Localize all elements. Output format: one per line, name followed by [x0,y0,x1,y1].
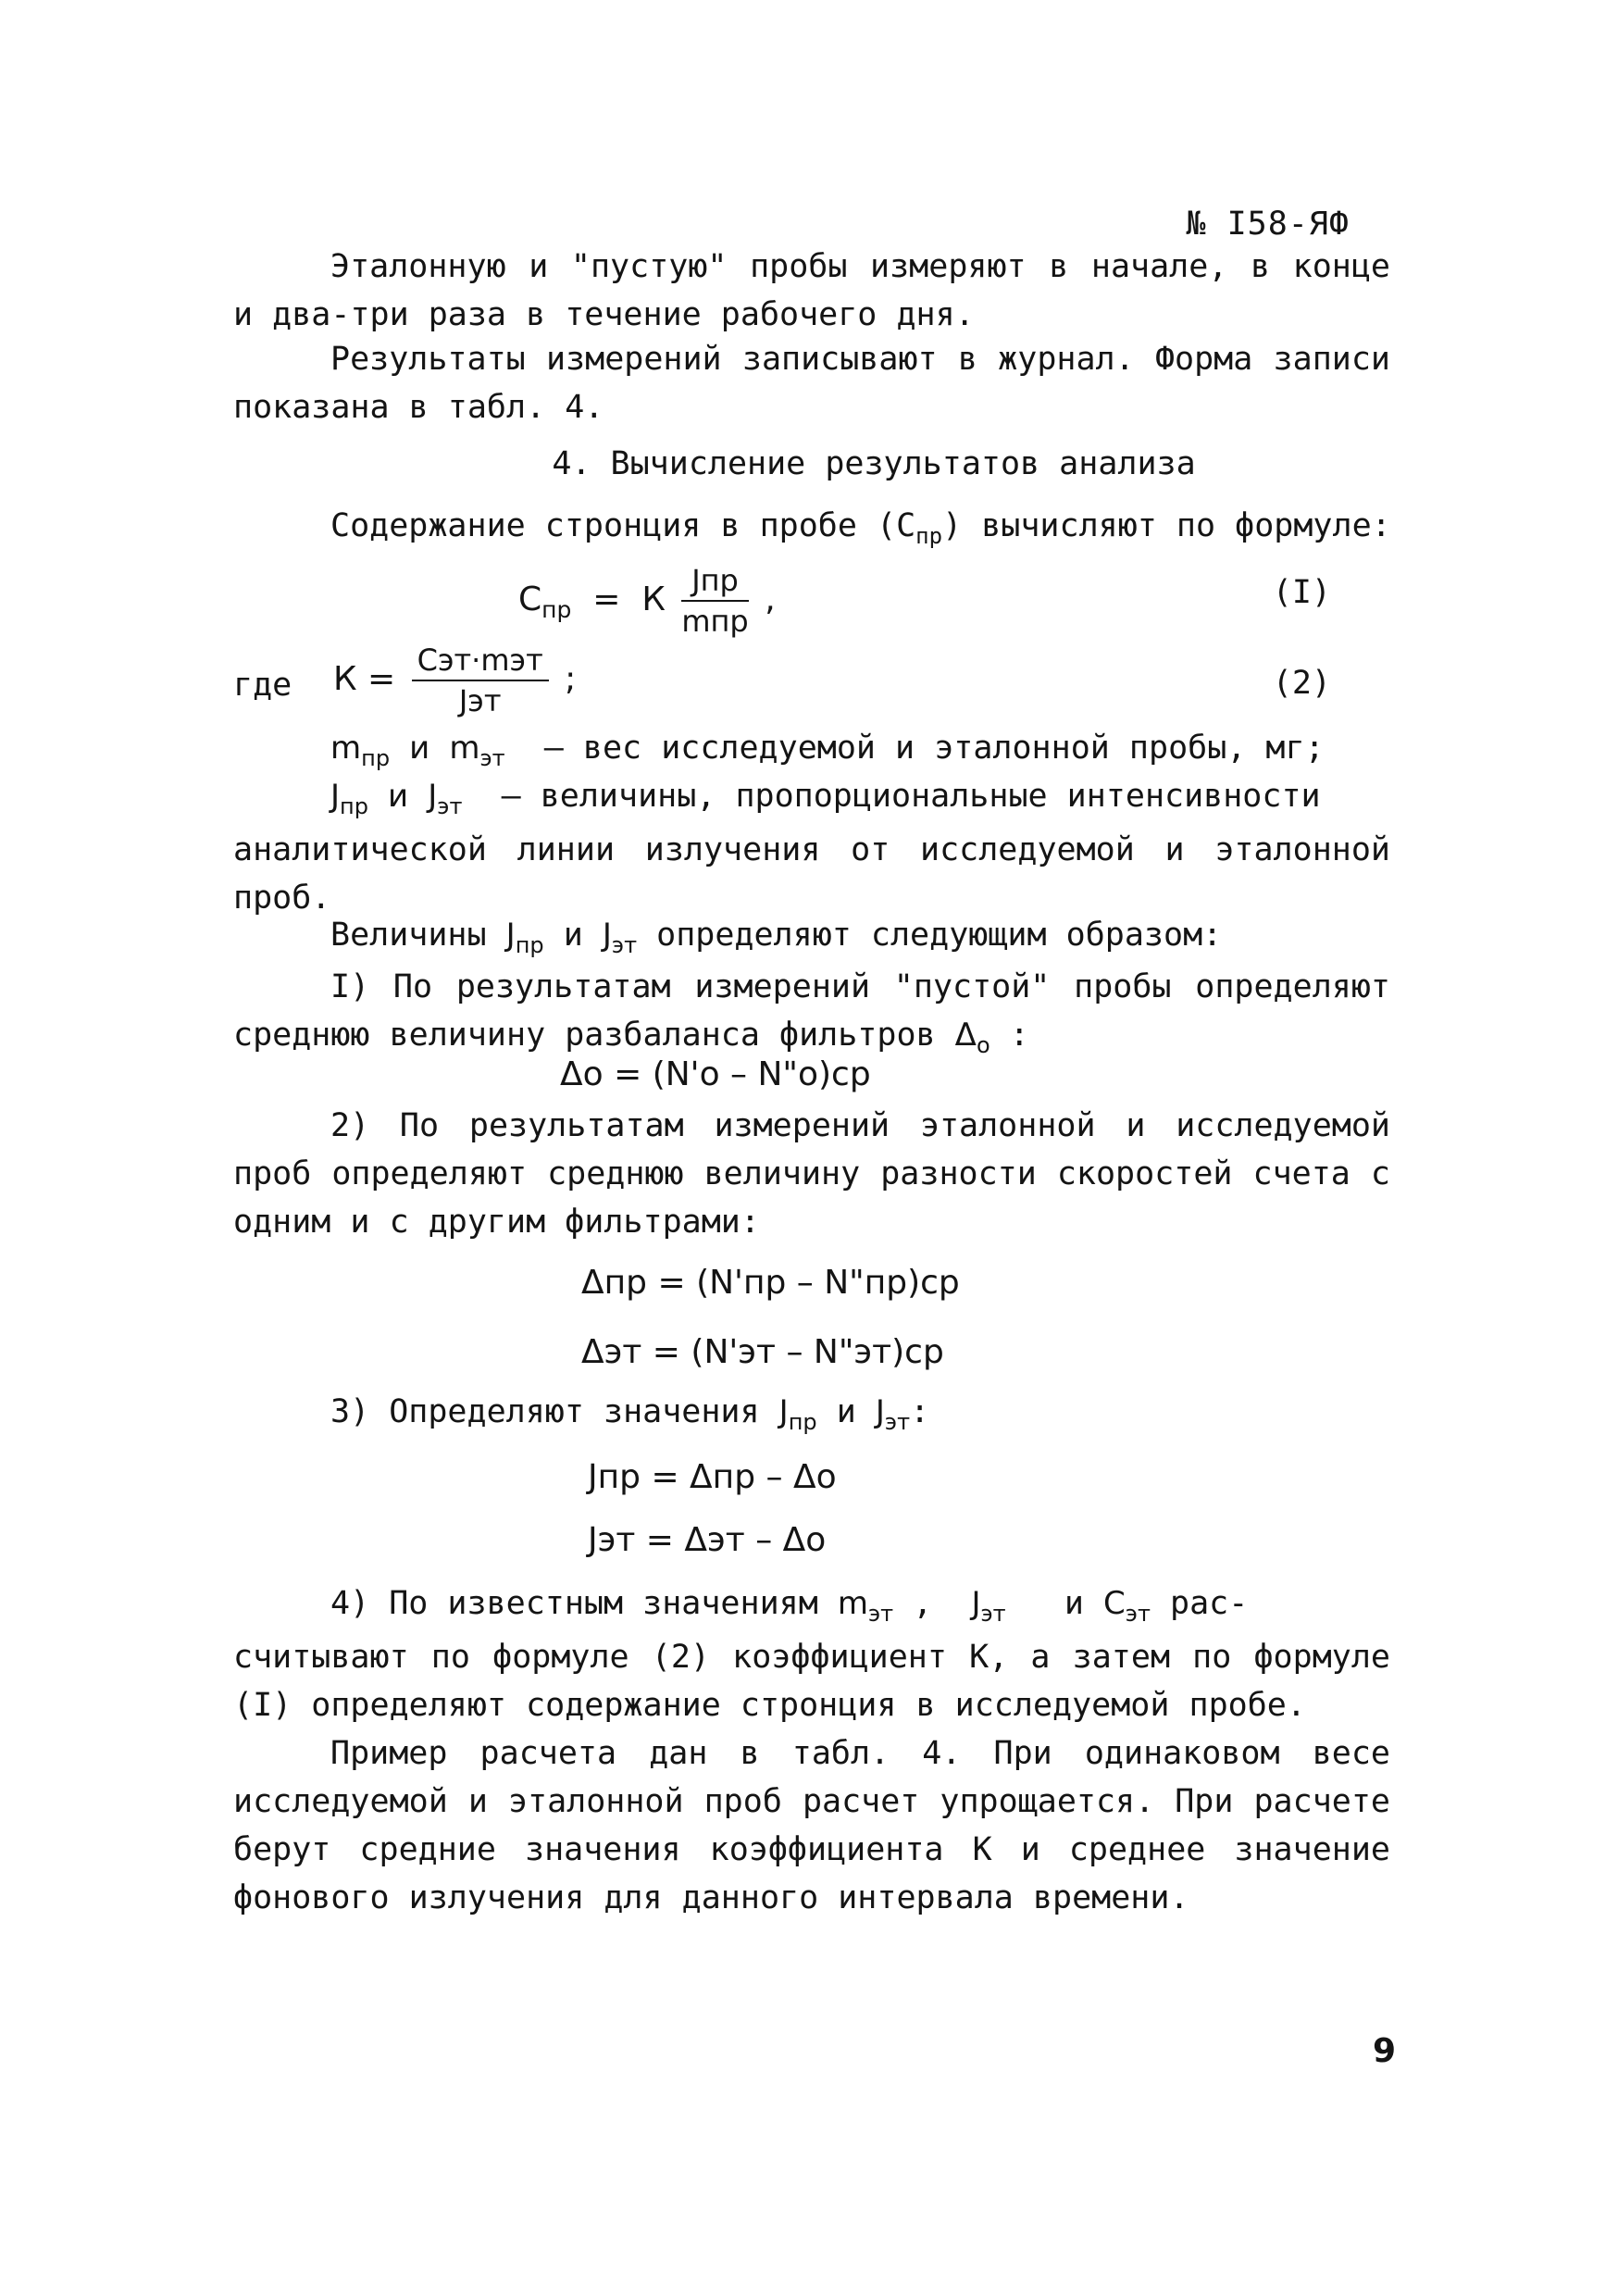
equation-number-2: (2) [1272,665,1331,702]
formula-1-denominator: mпр [681,604,749,639]
step-1-colon: : [1009,1017,1029,1054]
step-1 [233,963,1390,1069]
step-4-text: 4) По известным значениям [330,1585,818,1622]
paragraph-journal-records: Результаты измерений записывают в журнал. Форма записи показана в табл. 4. [233,341,1390,426]
formula-2-lhs: К = [333,660,396,698]
where-label: где [233,667,292,704]
formula-1 [518,563,776,639]
formula-j-pr: Jпр = Δпр – Δo [588,1458,837,1496]
step-4-hyphen: рас- [1170,1585,1249,1622]
legend-intensity-and: и [388,778,409,815]
legend-intensity-continuation: аналитической линии излучения от исследуемой и эталонной проб. [233,831,1390,917]
equation-number-1: (I) [1272,574,1331,611]
formula-2-numerator: Cэт·mэт [412,643,549,681]
formula-delta-o: Δo = (N'o – N"o)ср [560,1055,871,1093]
symbol-j-pr-2: $J_{пр}$ [505,917,544,958]
step-3 [330,1393,929,1435]
paragraph-standard-samples: Эталонную и "пустую" пробы измеряют в начале, в конце и два-три раза в течение рабочего дня. [233,248,1390,333]
step-4-first-line: 4) По известным значениям $m_{эт}$ , $J_{эт}$ и $C_{эт}$ рас- [330,1585,1249,1627]
symbol-j-et-3: $J_{эт}$ [875,1393,911,1435]
legend-mass-text: – вес исследуемой и эталонной пробы, мг; [543,730,1325,767]
legend-intensity [330,778,1321,819]
symbol-m-et: $m_{эт}$ [449,730,505,771]
legend-mass-and: и [409,730,430,767]
formula-1-comma: , [765,580,776,618]
step-2: 2) По результатам измерений эталонной и исследуемой проб определяют среднюю величину разности скоростей счета с одним и с другим фильтрами: [233,1107,1390,1241]
section-heading: 4. Вычисление результатов анализа [552,445,1196,482]
formula-1-fraction [681,563,748,639]
intro-sub: пр [915,523,943,549]
step-3-colon: : [910,1393,930,1430]
formula-1-numerator: Jпр [681,563,748,602]
symbol-j-et-2: $J_{эт}$ [602,917,638,958]
symbol-c-et: $C_{эт}$ [1103,1585,1151,1627]
formula-2-fraction [412,643,549,718]
formula-1-lhs-sub: пр [541,596,572,624]
paragraph-example: Пример расчета дан в табл. 4. При одинаковом весе исследуемой и эталонной проб расчет упрощается. При расчете берут средние значения коэффициента К и среднее значение фонового излучения для данного интервала времени. [233,1735,1390,1916]
step-4-rest: считывают по формуле (2) коэффициент К, а затем по формуле (I) определяют содержание стронция в исследуемой пробе. [233,1639,1390,1724]
formula-delta-et: Δэт = (N'эт – N"эт)ср [581,1333,944,1371]
symbol-j-et: $J_{эт}$ [428,778,463,819]
symbol-j-et-4: $J_{эт}$ [971,1585,1006,1627]
values-intro-text-end: определяют следующим образом: [656,917,1223,954]
paragraph-content-formula-intro [330,507,1391,549]
formula-2-denominator: Jэт [458,683,502,718]
values-intro-text: Величины [330,917,487,954]
paragraph-values-intro [330,917,1222,958]
symbol-delta-o: $\Delta_o$ [954,1017,990,1058]
page-number: 9 [1372,2032,1396,2070]
intro-text-end: ) вычисляют по формуле: [942,507,1391,544]
document-number: № I58-ЯФ [1186,206,1350,243]
step-3-and: и [836,1393,856,1430]
step-1-text: I) По результатам измерений "пустой" пробы определяют среднюю величину разбаланса фильтров [233,968,1390,1054]
step-3-text: 3) Определяют значения [330,1393,760,1430]
formula-1-k: К [641,580,666,618]
symbol-m-et-2: $m_{эт}$ [837,1585,894,1627]
symbol-j-pr-3: $J_{пр}$ [778,1393,817,1435]
formula-j-et: Jэт = Δэт – Δo [588,1521,827,1559]
formula-2-semicolon: ; [565,660,577,698]
formula-1-lhs: С [518,580,542,618]
intro-text: Содержание стронция в пробе (С [330,507,916,544]
symbol-j-pr: $J_{пр}$ [330,778,368,819]
symbol-m-pr: $m_{пр}$ [330,730,391,771]
legend-mass [330,730,1325,771]
formula-2 [333,643,576,718]
formula-1-eq: = [592,580,621,618]
formula-delta-pr: Δпр = (N'пр – N"пр)ср [581,1264,960,1302]
legend-intensity-text: – величины, пропорциональные интенсивности [501,778,1321,815]
step-4-and: и [1064,1585,1084,1622]
values-intro-and: и [563,917,583,954]
